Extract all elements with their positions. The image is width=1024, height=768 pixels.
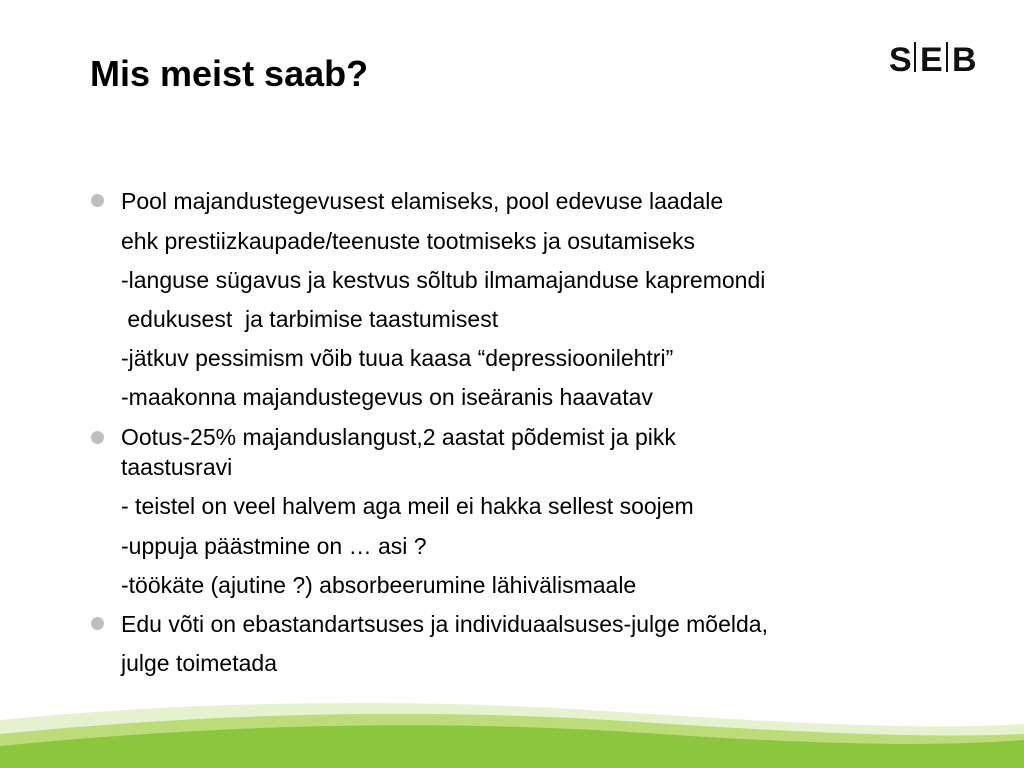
sub-line: julge toimetada [121,650,277,676]
logo-letter-b: B [952,41,977,74]
bullet-text: Edu võti on ebastandartsuses ja individuaalsuses-julge mõelda, [121,611,768,637]
sub-line: -languse sügavus ja kestvus sõltub ilmamajanduse kapremondi [121,267,766,293]
bullet-dot [91,617,104,630]
bullet-text: Pool majandustegevusest elamiseks, pool edevuse laadale [121,188,724,214]
sub-line: -maakonna majandustegevus on iseäranis haavatav [121,384,653,410]
sub-line: -töökäte (ajutine ?) absorbeerumine lähivälismaale [121,572,637,598]
sub-line: - teistel on veel halvem aga meil ei hakka sellest soojem [121,493,694,519]
logo-letter-s: S [889,41,912,74]
bullet-text: Ootus-25% majanduslangust,2 aastat põdemist ja pikk [121,424,676,450]
bullet-dot [91,194,104,207]
sub-line: -jätkuv pessimism võib tuua kaasa “depressioonilehtri” [121,345,674,371]
logo-letter-e: E [920,41,943,74]
sub-line: taastusravi [121,454,233,480]
sub-line: edukusest ja tarbimise taastumisest [121,306,499,332]
bullet-dot [91,431,104,444]
footer-wave-decoration [0,690,1024,768]
sub-line: ehk prestiizkaupade/teenuste tootmiseks ja osutamiseks [121,228,696,254]
slide-title: Mis meist saab? [90,53,369,94]
sub-line: -uppuja päästmine on … asi ? [121,533,427,559]
